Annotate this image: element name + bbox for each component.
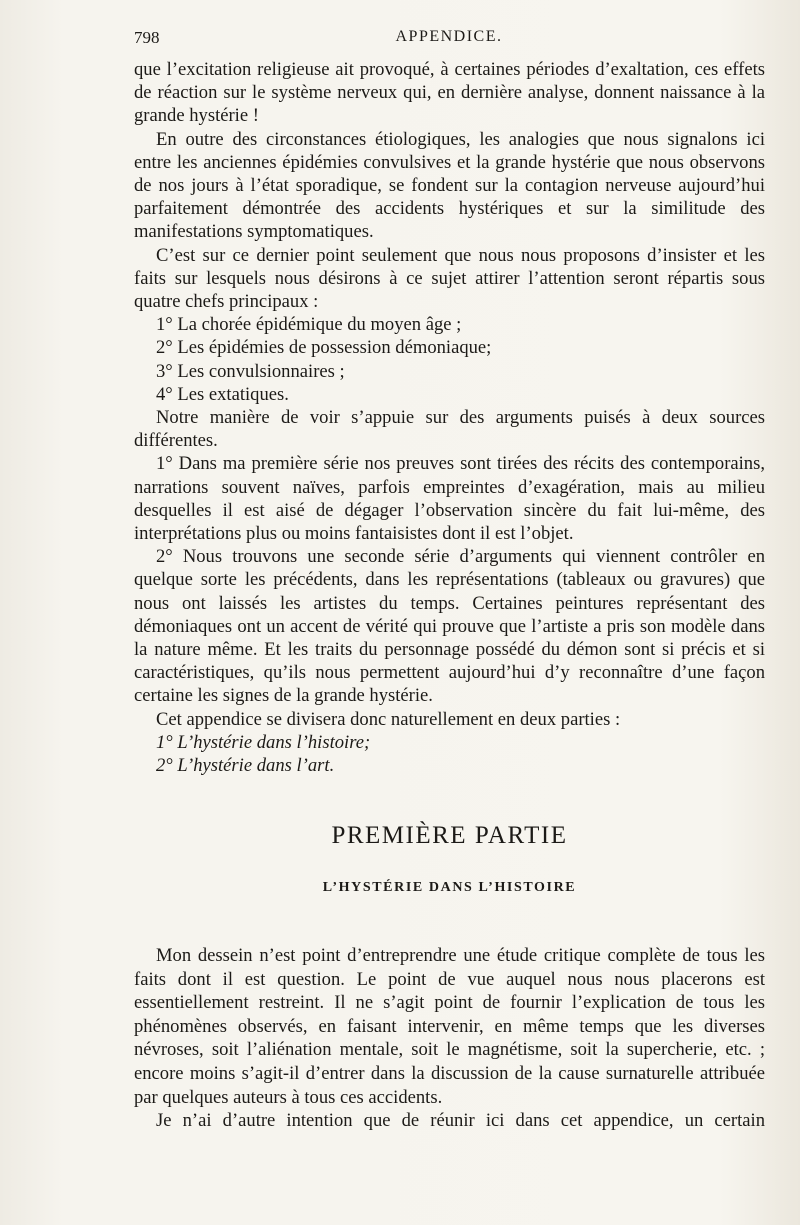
paragraph: 1° La chorée épidémique du moyen âge ; [156,314,462,336]
part-title: PREMIÈRE PARTIE [331,822,568,849]
paragraph: 2° L’hystérie dans l’art. [156,755,335,777]
paragraph: 2° Nous trouvons une seconde série d’arguments qui viennent contrôler en quelque sorte les précédents, dans les représentations (tableaux ou gravures) que nous ont laissés les artistes du temps. Certaines peintures représentant des démoniaques ont un accent de vérité qui prouve que l’artiste a pris son modèle dans la nature même. Et les traits du personnage possédé du démon sont si précis et si caractéristiques, qu’ils nous permettent aujourd’hui d’y reconnaître d’une façon certaine les signes de la grande hystérie. [134,546,765,707]
paragraph: Je n’ai d’autre intention que de réunir ici dans cet appendice, un certain [156,1110,765,1132]
paragraph: En outre des circonstances étiologiques, les analogies que nous signalons ici entre les anciennes épidémies convulsives et la grande hystérie que nous observons de nos jours à l’état sporadique, se fondent sur la contagion nerveuse aujourd’hui parfaitement démontrée des accidents hystériques et sur la similitude des manifestations symptomatiques. [134,128,765,243]
paragraph: C’est sur ce dernier point seulement que nous nous proposons d’insister et les faits sur lesquels nous désirons à ce sujet attirer l’attention seront répartis sous quatre chefs principaux : [134,244,765,313]
section-title: L’HYSTÉRIE DANS L’HISTOIRE [322,880,577,895]
text-block-section [134,944,765,1133]
running-head: APPENDICE. [395,28,503,45]
paragraph: 3° Les convulsionnaires ; [156,360,345,382]
page-number: 798 [134,28,160,47]
paragraph: 2° Les épidémies de possession démoniaque; [156,337,492,359]
paragraph: Notre manière de voir s’appuie sur des arguments puisés à deux sources différentes. [134,407,765,452]
paragraph: 1° L’hystérie dans l’histoire; [156,731,371,753]
paragraph: Mon dessein n’est point d’entreprendre une étude critique complète de tous les faits dont il est question. Le point de vue auquel nous nous placerons est essentiellement restreint. Il ne s’agit point de fournir l’explication de tous les phénomènes observés, en faisant intervenir, en même temps que les diverses névroses, soit l’aliénation mentale, soit le magnétisme, soit la supercherie, etc. ; encore moins s’agit-il d’entrer dans la discussion de la cause surnaturelle attribuée par quelques auteurs à tous ces accidents. [134,945,765,1108]
page-header [134,28,764,52]
paragraph: Cet appendice se divisera donc naturellement en deux parties : [156,708,621,730]
paragraph: que l’excitation religieuse ait provoqué, à certaines périodes d’exaltation, ces effets de réaction sur le système nerveux qui, en dernière analyse, donnent naissance à la grande hystérie ! [134,59,765,127]
text-block-intro [134,58,765,777]
paragraph: 1° Dans ma première série nos preuves sont tirées des récits des contemporains, narrations souvent naïves, parfois empreintes d’exagération, mais au milieu desquelles il est aisé de dégager l’observation sincère du fait lui-même, des interprétations plus ou moins fantaisistes dont il est l’objet. [134,453,765,545]
paragraph: 4° Les extatiques. [156,383,289,405]
